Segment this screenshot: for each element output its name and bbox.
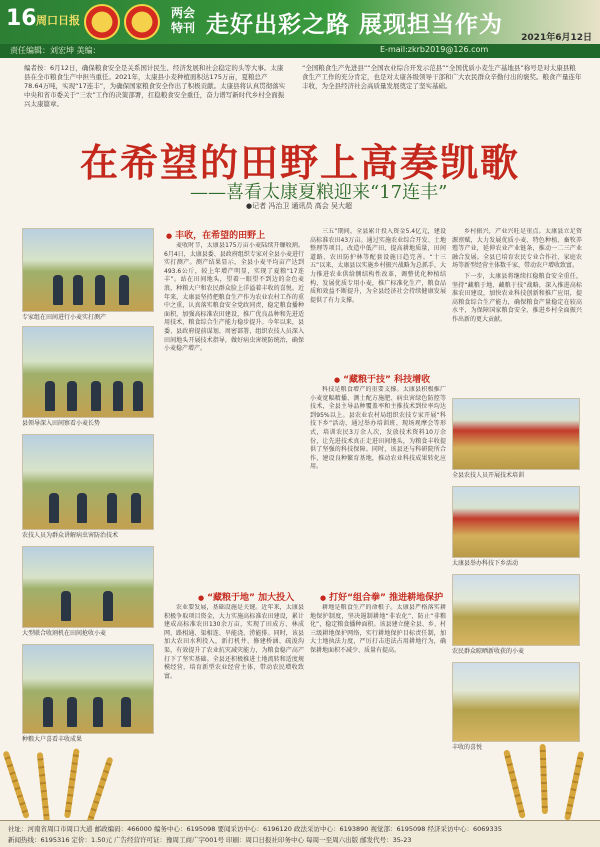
wheat-decoration-icon [3,750,30,818]
photo-technicians [22,434,154,530]
photo-caption: 县领导深入田间察看小麦长势 [22,420,101,427]
intro-right: “全国粮食生产先进县”“全国农业综合开发示范县”“全国优质小麦生产基地县”称号是对太康县粮食生产工作的充分肯定，也是对太康各级领导干部和广大农民群众辛勤付出的褒奖。粮食产量连年丰收，为全县经济社会高质量发展奠定了坚实基础。 [302,64,582,90]
national-emblem-icon [84,4,120,40]
photo-caption: 农民群众晾晒新收获的小麦 [452,648,525,655]
section-heading: ● 打好“组合拳” 推进耕地保护 [320,590,443,603]
byline: ●记者 冯治卫 通讯员 高会 吴大超 [246,202,353,210]
masthead-strip [0,44,600,58]
headline: 在希望的田野上高奏凯歌 [79,140,520,185]
article-column [164,604,304,812]
article-column [164,242,304,582]
paper-name: 周口日报 [36,14,80,27]
photo-caption: 专家组在田间进行小麦实打测产 [22,314,107,321]
paragraph: 三五”期间，全县累计投入资金5.4亿元，建设高标准农田43万亩。通过实施农业综合开发、土地整理等项目，改造中低产田，提高耕地质量，田间道路、农田防护林等配套设施日趋完善。“十三五”以来，太康县以实施乡村振兴战略为总抓手，大力推进农业供给侧结构性改革，调整优化种植结构，发展优质专用小麦，推广标准化生产，粮食品质和效益不断提升，为全县经济社会持续健康发展提供了有力支撑。 [310,228,446,304]
wheat-decoration-icon [540,744,548,814]
footer [0,820,600,847]
wheat-decoration-icon [37,752,50,822]
email-info: E-mail:zkrb2019@126.com [380,45,489,54]
wheat-decoration-icon [86,756,113,824]
special-edition-label: 两会特刊 [170,6,195,35]
editor-info: 责任编辑：刘宏坤 美编： [10,46,101,55]
masthead [0,0,600,58]
section-heading: ● “藏粮于技” 科技增收 [334,372,430,385]
paragraph: 农业要发展，基础设施是关键。近年来，太康县积极争取项目资金，大力实施高标准农田建设，累计建成高标准农田130余万亩，实现了田成方、林成网、路相通、渠相连、旱能浇、涝能排。同时，该县加大农田水利投入，新打机井、修建桥涵、疏浚沟渠，有效提升了农业抗灾减灾能力，为粮食稳产高产打下了坚实基础。全县还积极推进土地流转和适度规模经营，培育新型农业经营主体，带动农民增收致富。 [164,604,304,680]
paragraph: 乡村振兴，产业兴旺是重点。太康县立足资源禀赋，大力发展优质小麦、特色种植、畜牧养殖等产业，延伸农业产业链条，推动一二三产业融合发展。全县已培育农民专业合作社、家庭农场等新型经营主体数千家，带动农户增收致富。 [452,228,582,270]
photo-farmers [22,644,154,734]
section-heading: ● “藏粮于地” 加大投入 [198,590,294,603]
photo-training-banner [452,398,580,470]
party-emblem-icon [124,4,160,40]
photo-drying-wheat [452,574,580,646]
paragraph: 耕地是粮食生产的命根子。太康县严格落实耕地保护制度，坚决遏制耕地“非农化”、防止“非粮化”，稳定粮食播种面积。该县建立健全县、乡、村三级耕地保护网络，实行耕地保护目标责任制，加大土地执法力度，严厉打击违法占用耕地行为，确保耕地面积不减少、质量有提高。 [310,604,446,654]
subheadline: ——喜看太康夏粮迎来“17连丰” [190,182,448,203]
issue-date: 2021年6月12日 [521,33,592,43]
article-column [310,604,446,812]
wheat-decoration-icon [64,748,80,818]
photo-caption: 全县农技人员开展技术培训 [452,472,525,479]
footer-address: 社址：河南省周口市周口大道 邮政编码：466000 编务中心：6195098 要闻采访中心：6196120 政法采访中心：6193890 视觉部：6195098 经济采访中心：6069335 [8,825,502,833]
photo-caption: 大型联合收割机在田间抢收小麦 [22,630,107,637]
paragraph: 麦收时节，太康县175万亩小麦陆续开镰收割。6月4日，太康县委、县政府组织专家对全县小麦进行实打测产。测产结果显示，全县小麦平均亩产达到493.6公斤，较上年增产明显，实现了夏粮“17连丰”。站在田间地头，望着一眼望不到边的金色麦浪，种粮大户和农民群众脸上洋溢着丰收的喜悦。近年来，太康县坚持把粮食生产作为农业农村工作的重中之重，认真落实粮食安全党政同责，稳定粮食播种面积，加强高标准农田建设，推广优良品种和先进适用技术，粮食综合生产能力稳步提升。今年以来，县委、县政府提前谋划、周密部署，组织农技人员深入田间地头开展技术指导，做好病虫害统防统治，确保小麦稳产增产。 [164,242,304,353]
paragraph: 下一步，太康县将继续扛稳粮食安全重任，坚持“藏粮于地、藏粮于技”战略，深入推进高标准农田建设，加快农业科技创新和推广应用，提高粮食综合生产能力，确保粮食产量稳定在较高水平，为保障国家粮食安全、推进乡村全面振兴作出新的更大贡献。 [452,272,582,323]
photo-officials-in-field [22,326,154,418]
article-column [310,228,446,368]
section-heading: ● 丰收，在希望的田野上 [166,228,265,241]
article-column [452,228,582,388]
paragraph: 科技是粮食增产的重要支撑。太康县积极推广小麦宽幅精播、测土配方施肥、病虫害绿色防控等技术，全县主导品种覆盖率和主推技术到位率均达到95%以上。县农业农村局组织农技专家开展“科技下乡”活动，通过举办培训班、现场观摩会等形式，培训农民3万余人次，发放技术资料10万余份，让先进技术真正走进田间地头，为粮食丰收提供了坚强的科技保障。同时，该县还与科研院所合作，建设良种繁育基地，推动农业科技成果转化应用。 [310,386,446,471]
photo-caption: 农技人员为群众讲解病虫害防治技术 [22,532,119,539]
page-number: 16 [6,6,37,31]
photo-science-event [452,486,580,558]
photo-harvest-joy [452,662,580,742]
photo-caption: 种粮大户喜看丰收成果 [22,736,83,743]
photo-caption: 太康县举办科技下乡活动 [452,560,519,567]
article-column [310,386,446,584]
masthead-slogan: 走好出彩之路 展现担当作为 [206,11,504,38]
intro-left: 编者按：6月12日，确保粮食安全是关系国计民生、经济发展和社会稳定的头等大事。太康县在全市粮食生产中担当重任。2021年，太康县小麦种植面积达175万亩，夏粮总产78.64万吨，实现“17连丰”，为确保国家粮食安全作出了积极贡献。太康县将认真贯彻落实中央和省市委关于“三农”工作的决策部署，扛稳粮食安全重任，奋力谱写新时代乡村全面振兴太康篇章。 [24,64,286,108]
wheat-decoration-icon [503,749,526,818]
photo-field-inspection [22,228,154,312]
photo-harvester [22,546,154,628]
wheat-decoration-icon [564,751,584,821]
photo-caption: 丰收的喜悦 [452,744,483,751]
footer-publishing-info: 新闻热线：6195316 定价：1.50元 广告经营许可证：豫周工商广字001号 印刷：周口日报社印务中心 每周一至周六出版 邮发代号：35-23 [8,836,412,844]
